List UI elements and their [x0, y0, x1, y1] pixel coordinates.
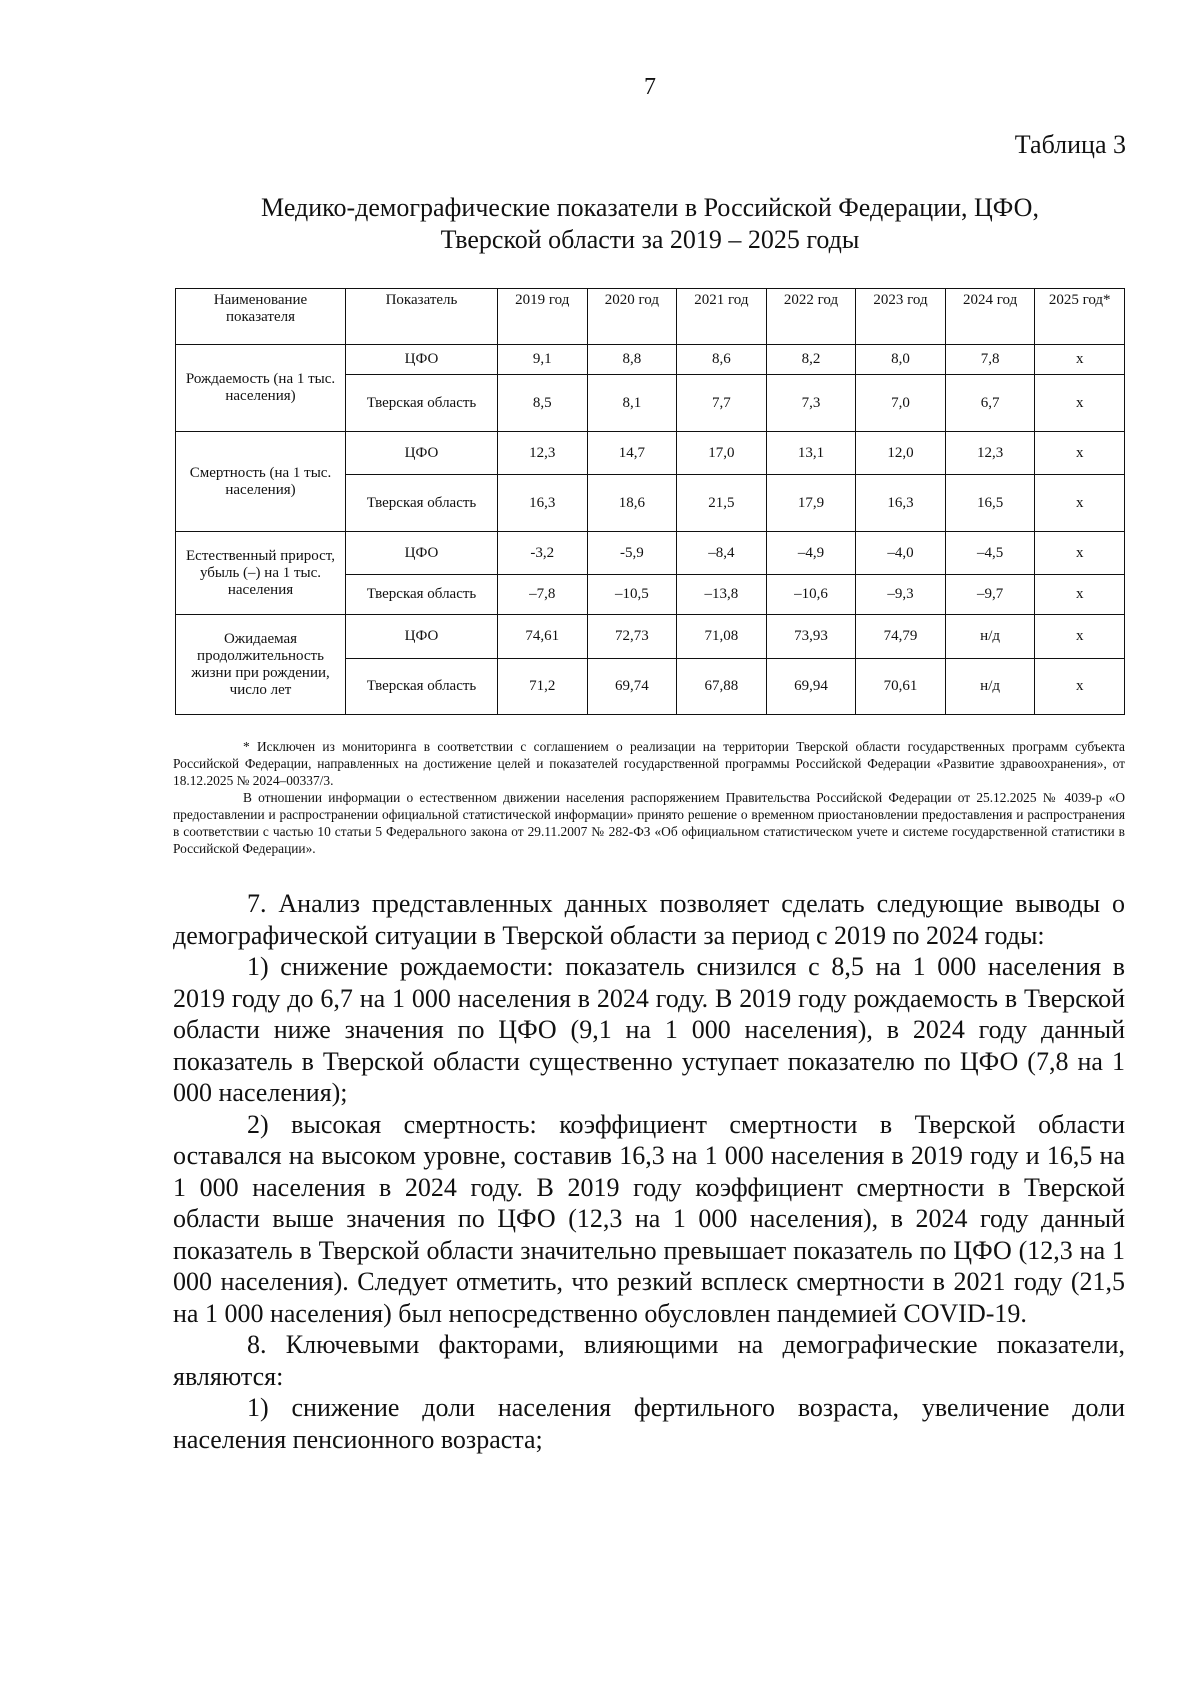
value-cell: 73,93	[766, 615, 856, 659]
value-cell: 8,2	[766, 345, 856, 375]
table-title	[0, 192, 1200, 256]
table-label: Таблица 3	[1014, 130, 1126, 159]
indicator-cell: ЦФО	[346, 345, 498, 375]
value-cell: 7,8	[945, 345, 1035, 375]
value-cell: 6,7	[945, 375, 1035, 432]
body-text	[173, 888, 1125, 1455]
header-year: 2023 год	[856, 289, 946, 345]
table-header-row	[176, 289, 1125, 345]
value-cell: 17,9	[766, 475, 856, 532]
value-cell: х	[1035, 659, 1125, 715]
group-name: Естественный прирост, убыль (–) на 1 тыс. населения	[176, 532, 346, 615]
value-cell: х	[1035, 375, 1125, 432]
indicator-cell: Тверская область	[346, 475, 498, 532]
value-cell: 71,08	[677, 615, 767, 659]
value-cell: 8,6	[677, 345, 767, 375]
page-number: 7	[644, 74, 656, 100]
value-cell: х	[1035, 532, 1125, 575]
value-cell: –10,5	[587, 575, 677, 615]
demographics-table	[175, 288, 1125, 715]
header-year: 2022 год	[766, 289, 856, 345]
value-cell: 17,0	[677, 432, 767, 475]
value-cell: 16,3	[856, 475, 946, 532]
value-cell: х	[1035, 345, 1125, 375]
footnote-exclusion: * Исключен из мониторинга в соответствии с соглашением о реализации на территории Тверской области государственных программ субъекта Российской Федерации, направленных на достижение целей и показателей государственной программы Российской Федерации «Развитие здравоохранения», от 18.12.2025 № 2024–00337/3.	[173, 739, 1125, 788]
table-row	[176, 432, 1125, 475]
value-cell: н/д	[945, 659, 1035, 715]
value-cell: х	[1035, 575, 1125, 615]
header-year: 2020 год	[587, 289, 677, 345]
indicator-cell: ЦФО	[346, 615, 498, 659]
indicator-cell: ЦФО	[346, 532, 498, 575]
header-year: 2019 год	[498, 289, 588, 345]
indicator-cell: Тверская область	[346, 659, 498, 715]
value-cell: 72,73	[587, 615, 677, 659]
indicator-cell: Тверская область	[346, 575, 498, 615]
value-cell: 8,0	[856, 345, 946, 375]
indicator-cell: Тверская область	[346, 375, 498, 432]
paragraph-7-2: 2) высокая смертность: коэффициент смертности в Тверской области оставался на высоком уровне, составив 16,3 на 1 000 населения в 2019 году и 16,5 на 1 000 населения в 2024 году. В 2019 году коэффициент смертности в Тверской области выше значения по ЦФО (12,3 на 1 000 населения), в 2024 году данный показатель в Тверской области значительно превышает показатель по ЦФО (12,3 на 1 000 населения). Следует отметить, что резкий всплеск смертности в 2021 году (21,5 на 1 000 населения) был непосредственно обусловлен пандемией COVID-19.	[173, 1109, 1125, 1328]
value-cell: 70,61	[856, 659, 946, 715]
value-cell: –8,4	[677, 532, 767, 575]
value-cell: 7,0	[856, 375, 946, 432]
header-year: 2024 год	[945, 289, 1035, 345]
value-cell: –9,3	[856, 575, 946, 615]
value-cell: 12,0	[856, 432, 946, 475]
value-cell: -5,9	[587, 532, 677, 575]
indicator-cell: ЦФО	[346, 432, 498, 475]
value-cell: 71,2	[498, 659, 588, 715]
value-cell: 16,5	[945, 475, 1035, 532]
header-year: 2021 год	[677, 289, 767, 345]
value-cell: 21,5	[677, 475, 767, 532]
footnote-statistics: В отношении информации о естественном движении населения распоряжением Правительства Российской Федерации от 25.12.2025 № 4039-р «О предоставлении и распространении официальной статистической информации» принято решение о временном приостановлении предоставления и распространения в соответствии с частью 10 статьи 5 Федерального закона от 29.11.2007 № 282-ФЗ «Об официальном статистическом учете и системе государственной статистики в Российской Федерации».	[173, 790, 1125, 856]
value-cell: 8,8	[587, 345, 677, 375]
value-cell: х	[1035, 615, 1125, 659]
header-name: Наименование показателя	[176, 289, 346, 345]
value-cell: 69,74	[587, 659, 677, 715]
value-cell: –4,0	[856, 532, 946, 575]
paragraph-7: 7. Анализ представленных данных позволяет сделать следующие выводы о демографической ситуации в Тверской области за период с 2019 по 2024 годы:	[173, 889, 1125, 950]
value-cell: 12,3	[498, 432, 588, 475]
value-cell: 69,94	[766, 659, 856, 715]
value-cell: 9,1	[498, 345, 588, 375]
value-cell: –13,8	[677, 575, 767, 615]
value-cell: -3,2	[498, 532, 588, 575]
table-row	[176, 532, 1125, 575]
paragraph-8: 8. Ключевыми факторами, влияющими на демографические показатели, являются:	[173, 1330, 1125, 1391]
group-name: Ожидаемая продолжительность жизни при рождении, число лет	[176, 615, 346, 715]
value-cell: х	[1035, 432, 1125, 475]
value-cell: 8,5	[498, 375, 588, 432]
value-cell: 7,7	[677, 375, 767, 432]
value-cell: 12,3	[945, 432, 1035, 475]
value-cell: 18,6	[587, 475, 677, 532]
value-cell: 74,61	[498, 615, 588, 659]
value-cell: –9,7	[945, 575, 1035, 615]
table-title-line-2: Тверской области за 2019 – 2025 годы	[440, 225, 860, 254]
header-year: 2025 год*	[1035, 289, 1125, 345]
value-cell: х	[1035, 475, 1125, 532]
table-row	[176, 345, 1125, 375]
group-name: Смертность (на 1 тыс. населения)	[176, 432, 346, 532]
value-cell: 67,88	[677, 659, 767, 715]
paragraph-7-1: 1) снижение рождаемости: показатель снизился с 8,5 на 1 000 населения в 2019 году до 6,7 на 1 000 населения в 2024 году. В 2019 году рождаемость в Тверской области ниже значения по ЦФО (9,1 на 1 000 населения), в 2024 году данный показатель в Тверской области существенно уступает показателю по ЦФО (7,8 на 1 000 населения);	[173, 952, 1125, 1107]
value-cell: 74,79	[856, 615, 946, 659]
table-title-line-1: Медико-демографические показатели в Российской Федерации, ЦФО,	[261, 193, 1039, 222]
footnotes	[173, 738, 1125, 857]
value-cell: 13,1	[766, 432, 856, 475]
table-row	[176, 615, 1125, 659]
value-cell: н/д	[945, 615, 1035, 659]
value-cell: –7,8	[498, 575, 588, 615]
paragraph-8-1: 1) снижение доли населения фертильного возраста, увеличение доли населения пенсионного возраста;	[173, 1393, 1125, 1454]
value-cell: 7,3	[766, 375, 856, 432]
value-cell: 14,7	[587, 432, 677, 475]
value-cell: 16,3	[498, 475, 588, 532]
value-cell: –10,6	[766, 575, 856, 615]
group-name: Рождаемость (на 1 тыс. населения)	[176, 345, 346, 432]
header-indicator: Показатель	[346, 289, 498, 345]
value-cell: 8,1	[587, 375, 677, 432]
value-cell: –4,9	[766, 532, 856, 575]
value-cell: –4,5	[945, 532, 1035, 575]
